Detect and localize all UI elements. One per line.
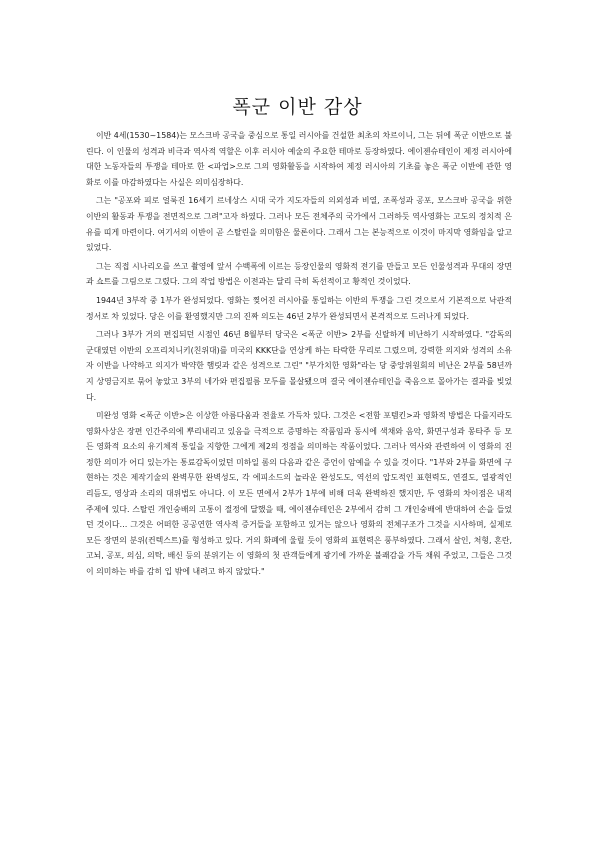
paragraph-3: 그는 직접 시나리오를 쓰고 촬영에 앞서 수백폭에 이르는 등장인물의 영화적 전기를 만들고 모든 인물성격과 무대의 장면과 쇼트를 그림으로 그렸다. 그의 작업 방법은 이전과는 달리 극히 독선적이고 황적인 것이었다. (86, 261, 512, 287)
paragraph-4: 1944년 3부작 중 1부가 완성되었다. 영화는 찢어진 러시아를 통일하는 이반의 투쟁을 그린 것으로서 기본적으로 낙관적 정서로 차 있었다. 당은 이를 환영했지만 그의 진짜 의도는 46년 2부가 완성되면서 본격적으로 드러나게 되었다. (86, 295, 512, 321)
document-body (86, 128, 512, 583)
paragraph-2: 그는 "공포와 피로 얼룩진 16세기 르네상스 시대 국가 지도자들의 의외성과 비열, 조폭성과 공포, 모스크바 공국을 위한 이반의 활동과 투쟁을 전면적으로 그려"고자 하였다. 그러나 모든 전체주의 국가에서 그러하듯 역사영화는 고도의 정치적 은유를 띠게 마련이다. 여기서의 이반이 곧 스탈린을 의미함은 물론이다. 그래서 그는 본능적으로 이것이 마지막 영화임을 알고 있었다. (86, 196, 512, 253)
paragraph-1: 이반 4세(1530~1584)는 모스크바 공국을 중심으로 통일 러시아를 건설한 최초의 차르이니, 그는 뒤에 폭군 이반으로 불린다. 이 인물의 성격과 비극과 역사적 역할은 이후 러시아 예술의 주요한 테마로 등장하였다. 에이젠슈테인이 제정 러시아에 대한 노동자들의 투쟁을 테마로 한 <파업>으로 그의 영화활동을 시작하여 제정 러시아의 기초를 놓은 폭군 이반에 관한 영화로 이를 마감하였다는 사실은 의미심장하다. (86, 131, 512, 187)
paragraph-5: 그러나 3부가 거의 편집되던 시점인 46년 8월부터 당국은 <폭군 이반> 2부를 신랄하게 비난하기 시작하였다. "감독의 군대였던 이반의 오프리치니키(친위대)를 미국의 KKK단을 연상케 하는 타락한 무리로 그렸으며, 강력한 의지와 성격의 소유자 이반을 나약하고 의지가 박약한 햄릿과 같은 성격으로 그린" "부가치한 영화"라는 당 중앙위원회의 비난은 2부를 58년까지 상영금지로 묶어 놓았고 3부의 네가와 편집필름 모두를 몰살됐으며 결국 에이젠슈테인을 죽음으로 몰아가는 결과를 빚었다. (86, 330, 512, 402)
paragraph-6: 미완성 영화 <폭군 이반>은 이상한 아름다움과 전율로 가득차 있다. 그것은 <전함 포템킨>과 영화적 방법은 다를지라도 영화사상은 장편 인간주의에 뿌리내리고 있음을 극적으로 증명하는 작품임과 동시에 색채와 음악, 화면구성과 몽타주 등 모든 영화적 요소의 유기체적 통일을 지향한 그에게 제2의 정점을 의미하는 작품이었다. 그러나 역사와 관련하여 이 영화의 진정한 의미가 어디 있는가는 통료감독이었던 미하일 롬의 다음과 같은 증언이 암예을 수 있을 것이다. "1부와 2부를 화면에 구현하는 것은 제작기술의 완벽무한 완벽성도, 각 에피소드의 놀라운 완성도도, 역선의 압도적인 표현력도, 연결도, 열광적인 리듬도, 영상과 소리의 대위법도 아니다. 이 모든 면에서 2부가 1부에 비해 더욱 완벽하진 했지만, 두 영화의 차이점은 내적 주제에 있다. 스탈린 개인숭배의 고통이 절정에 달했을 때, 에이젠슈테인은 2부에서 감히 그 개인숭배에 반대하여 손을 들었던 것이다… 그것은 어떠한 공공연한 역사적 증거들을 포함하고 있거는 않으나 영화의 전체구조가 그것을 시사하며, 실제로 모든 장면의 분위(컨텍스트)를 형성하고 있다. 거의 화폐에 울릴 듯이 영화의 표현력은 풍부하였다. 그래서 살인, 처형, 혼란, 고뇌, 공포, 의심, 의탁, 배신 등의 분위기는 이 영화의 첫 관객들에게 광기에 가까운 불쾌감을 가득 채워 주었고, 그들은 그것이 의미하는 바를 감히 입 밖에 내려고 하지 않았다." (86, 411, 512, 577)
document-title: 폭군 이반 감상 (232, 96, 363, 118)
